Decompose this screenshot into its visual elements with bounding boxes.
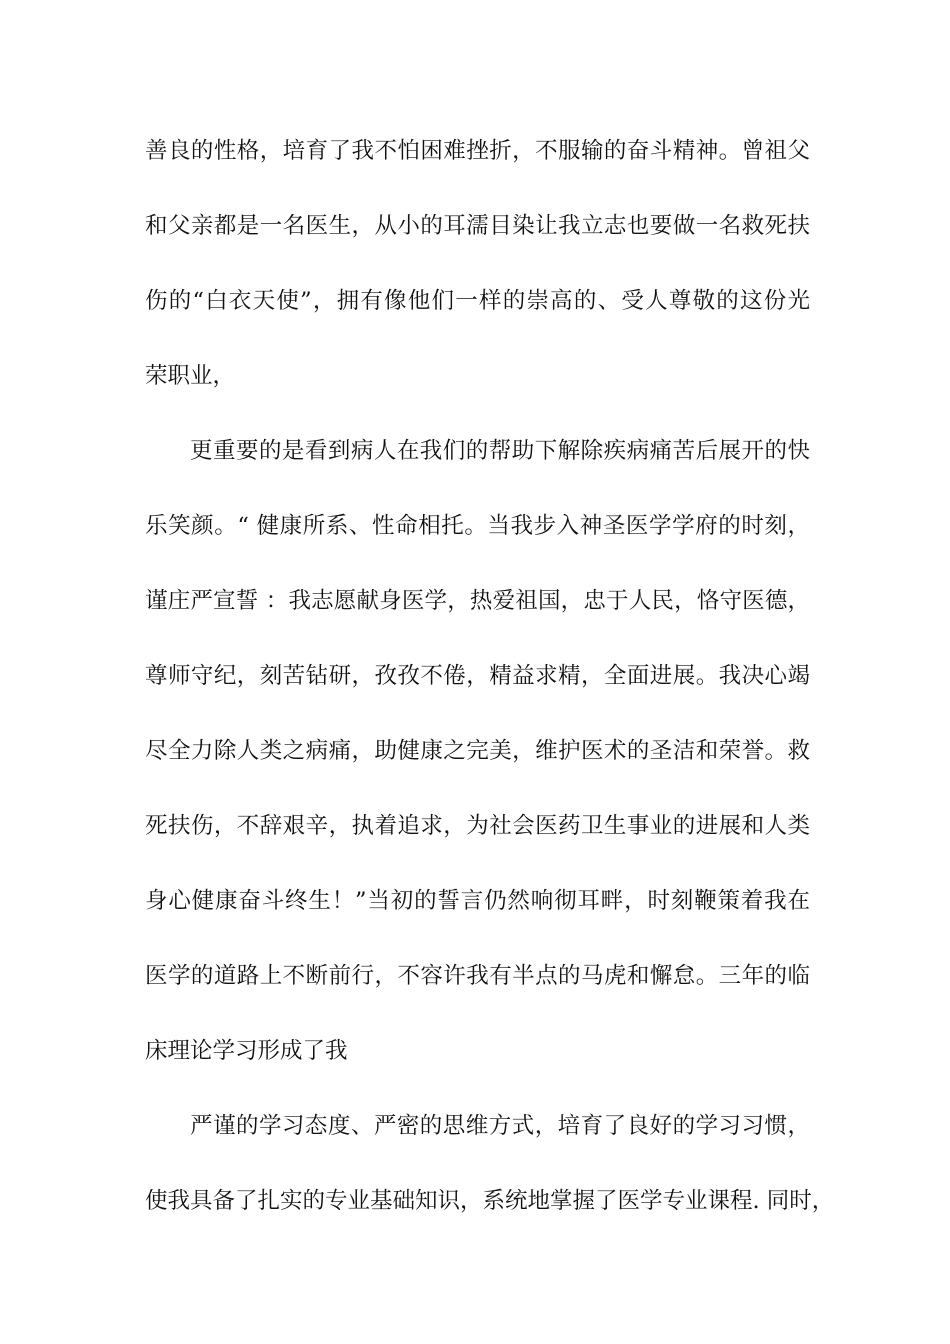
text-line: 荣职业， — [145, 363, 236, 389]
text-line: 和父亲都是一名医生，从小的耳濡目染让我立志也要做一名救死扶 — [145, 213, 810, 239]
text-line: 使我具备了扎实的专业基础知识，系统地掌握了医学专业课程. 同时， — [145, 1188, 835, 1214]
text-line: 身心健康奋斗终生！”当初的誓言仍然响彻耳畔，时刻鞭策着我在 — [145, 888, 810, 914]
text-line: 乐笑颜。“ 健康所系、性命相托。当我步入神圣医学学府的时刻， — [145, 513, 810, 539]
text-line: 谨庄严宣誓 ：我志愿献身医学，热爱祖国，忠于人民，恪守医德， — [145, 588, 810, 614]
text-line: 尊师守纪，刻苦钻研，孜孜不倦，精益求精，全面进展。我决心竭 — [145, 663, 810, 689]
body-text — [145, 133, 835, 1258]
text-line: 善良的性格，培育了我不怕困难挫折，不服输的奋斗精神。曾祖父 — [145, 138, 810, 164]
text-line: 医学的道路上不断前行，不容许我有半点的马虎和懈怠。三年的临 — [145, 963, 810, 989]
text-line: 尽全力除人类之病痛，助健康之完美，维护医术的圣洁和荣誉。救 — [145, 738, 810, 764]
text-line: 伤的“白衣天使”，拥有像他们一样的崇高的、受人尊敬的这份光 — [145, 288, 810, 314]
paragraph-first-line: 严谨的学习态度、严密的思维方式，培育了良好的学习习惯， — [190, 1113, 810, 1139]
text-line: 床理论学习形成了我 — [145, 1038, 348, 1064]
paragraph-first-line: 更重要的是看到病人在我们的帮助下解除疾病痛苦后展开的快 — [190, 438, 810, 464]
text-line: 死扶伤，不辞艰辛，执着追求，为社会医药卫生事业的进展和人类 — [145, 813, 810, 839]
